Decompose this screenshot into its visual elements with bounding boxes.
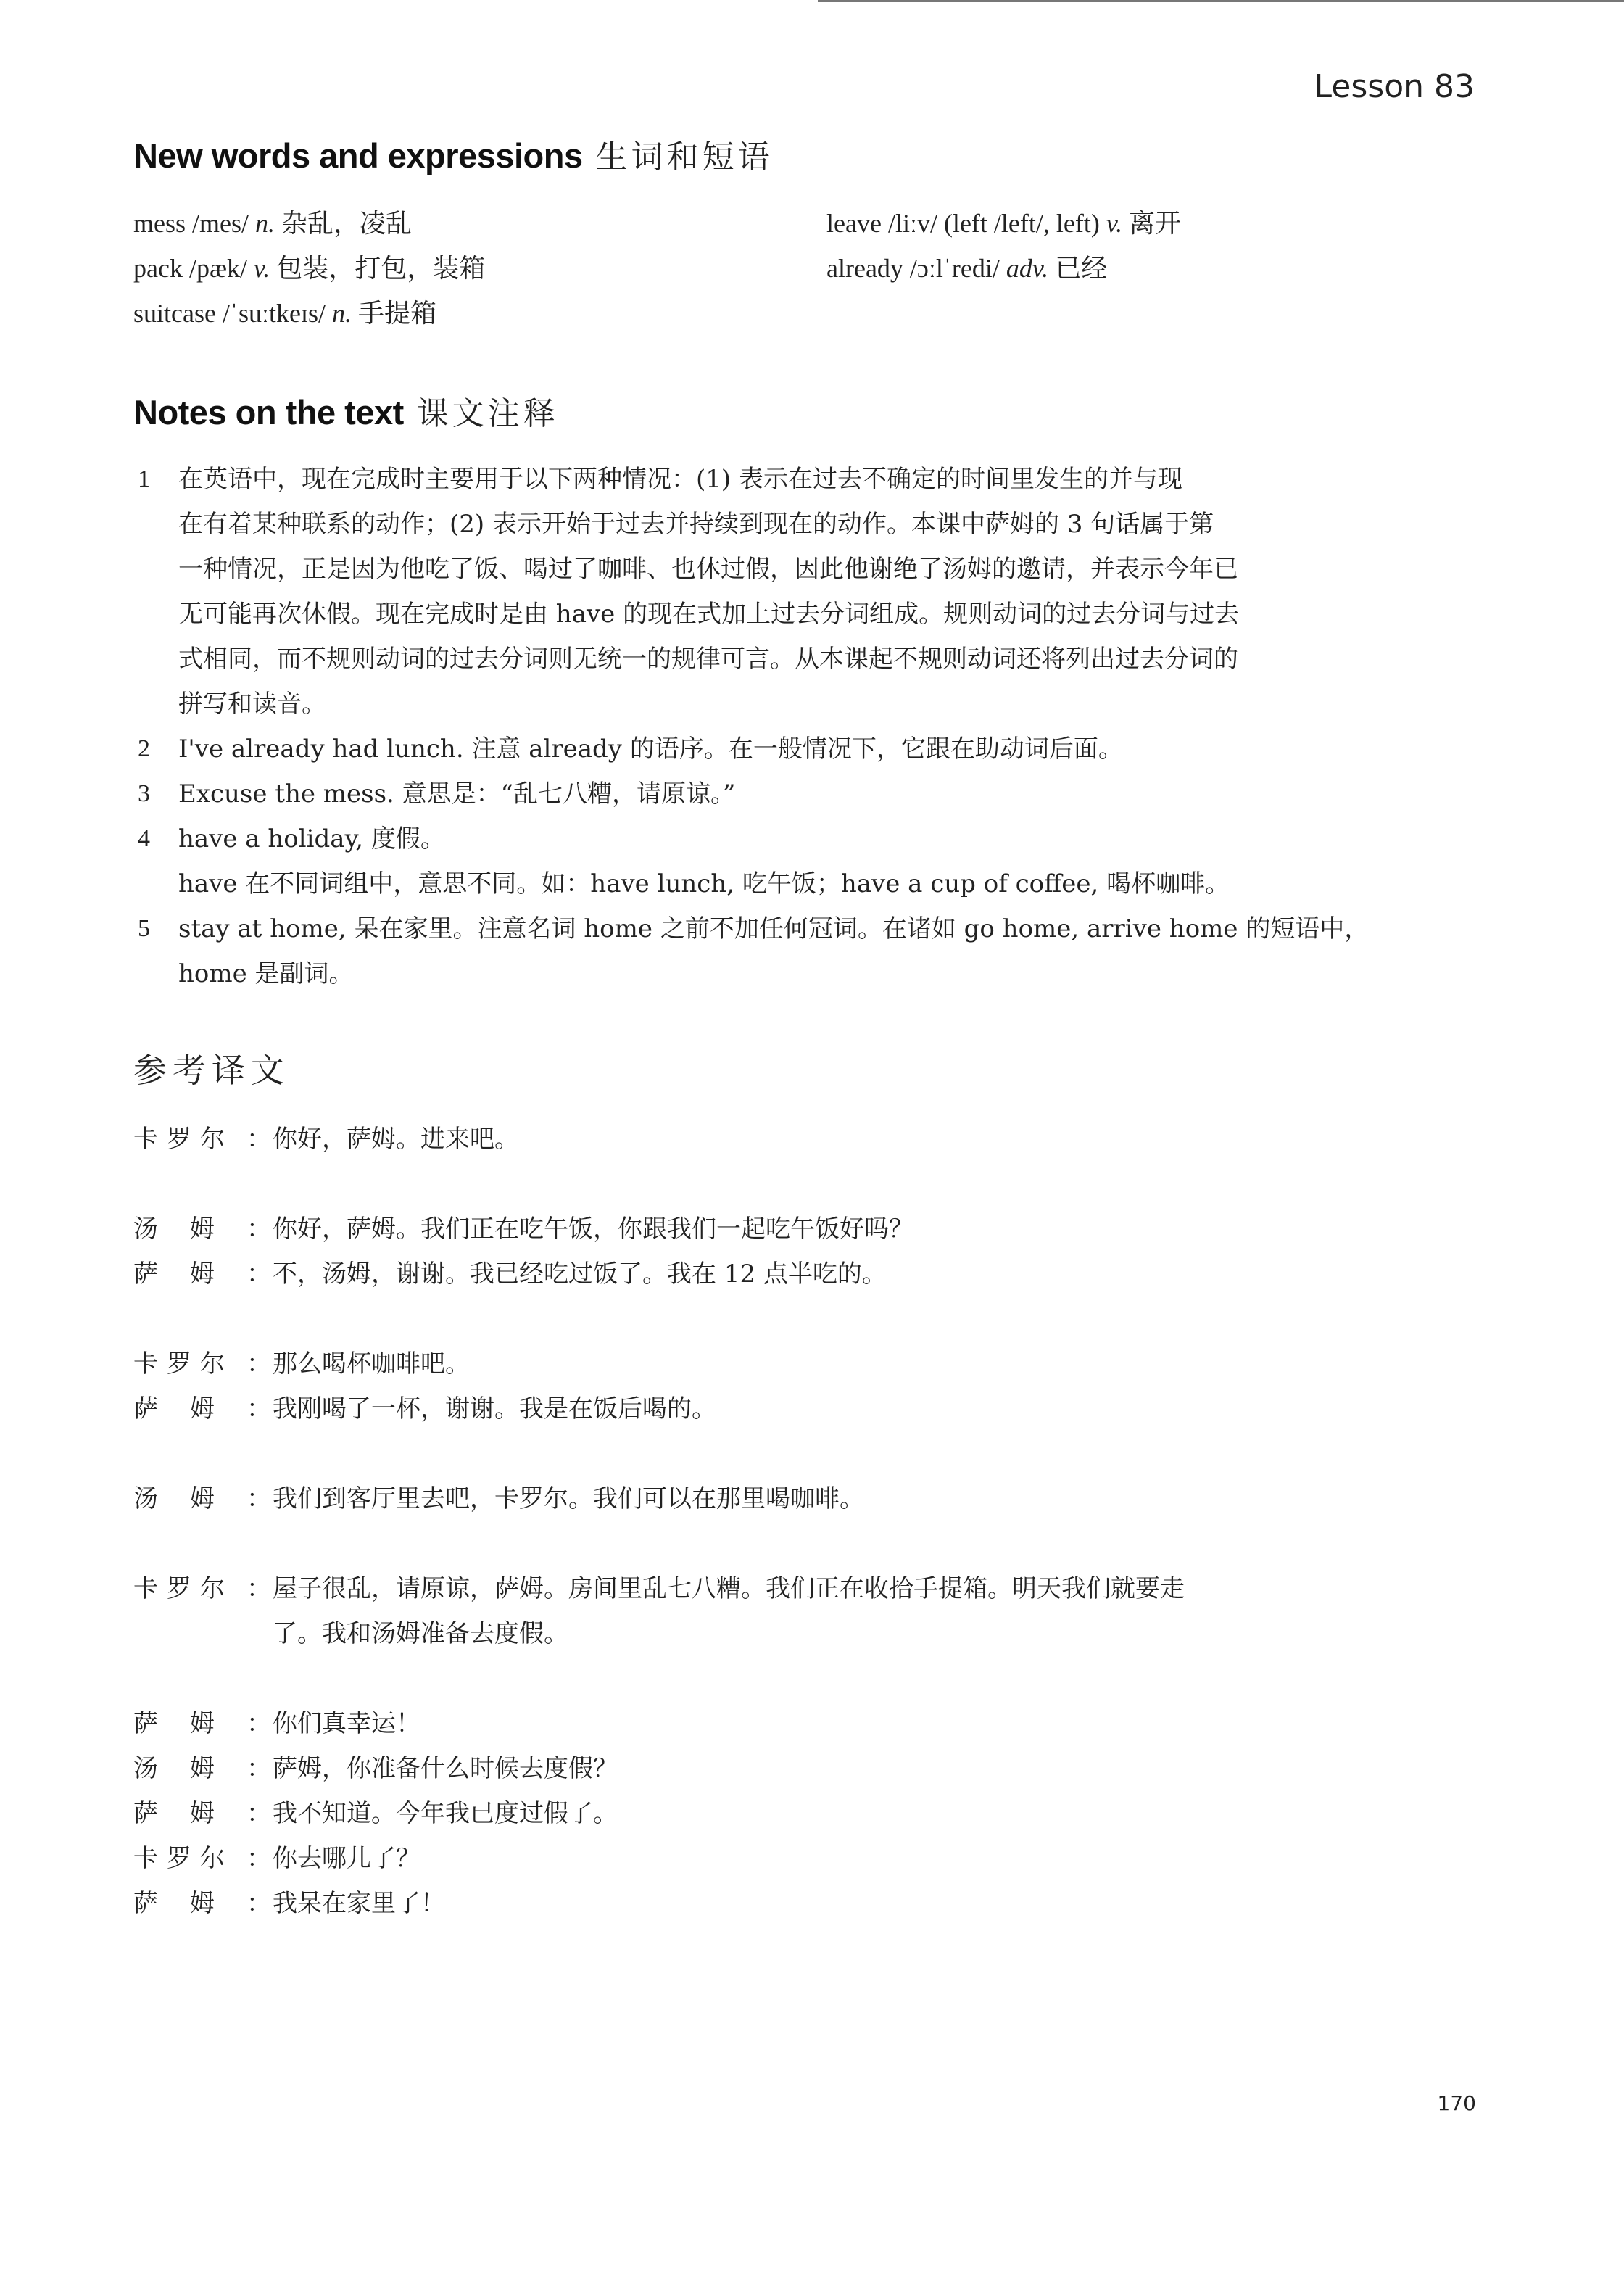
dialogue-text: 你去哪儿了？ bbox=[273, 1844, 420, 1873]
dialogue-text: 我们到客厅里去吧，卡罗尔。我们可以在那里喝咖啡。 bbox=[273, 1484, 864, 1513]
new-words-heading-en: New words and expressions bbox=[133, 136, 583, 175]
lesson-label: Lesson 83 bbox=[1314, 68, 1475, 105]
new-words-heading-zh: 生词和短语 bbox=[595, 138, 774, 175]
speaker-name: 汤 姆 bbox=[133, 1484, 215, 1513]
speaker-colon: ： bbox=[246, 1844, 271, 1873]
vocab-right-column bbox=[826, 201, 1181, 291]
note-item bbox=[138, 906, 1479, 996]
note-item bbox=[138, 727, 1479, 772]
note-text: 在英语中，现在完成时主要用于以下两种情况：(1) 表示在过去不确定的时间里发生的并与现 bbox=[178, 465, 1182, 494]
speaker-colon: ： bbox=[246, 1484, 271, 1513]
note-item bbox=[138, 772, 1479, 816]
notes-list bbox=[138, 457, 1479, 996]
note-text: Excuse the mess. 意思是：“乱七八糟，请原谅。” bbox=[178, 780, 736, 809]
speaker-name: 萨 姆 bbox=[133, 1799, 215, 1828]
dialogue-turn bbox=[133, 1341, 1438, 1386]
note-number: 5 bbox=[138, 915, 150, 942]
note-number: 2 bbox=[138, 735, 150, 762]
dialogue-turn bbox=[133, 1386, 1438, 1431]
translation-heading: 参考译文 bbox=[133, 1051, 290, 1090]
speaker-colon: ： bbox=[246, 1349, 271, 1378]
note-text: 在有着某种联系的动作；(2) 表示开始于过去并持续到现在的动作。本课中萨姆的 3 句话属于第 bbox=[178, 510, 1214, 539]
vocab-left-column bbox=[133, 201, 485, 336]
notes-heading-zh: 课文注释 bbox=[416, 395, 559, 432]
speaker-name: 汤 姆 bbox=[133, 1754, 215, 1783]
speaker-name: 卡 罗 尔 bbox=[133, 1844, 225, 1873]
speaker-colon: ： bbox=[246, 1709, 271, 1738]
dialogue-turn bbox=[133, 1746, 1438, 1791]
note-text: 拼写和读音。 bbox=[178, 690, 326, 719]
speaker-name: 卡 罗 尔 bbox=[133, 1574, 225, 1603]
note-text: 式相同，而不规则动词的过去分词则无统一的规律可言。从本课起不规则动词还将列出过去分词的 bbox=[178, 645, 1238, 674]
dialogue-turn bbox=[133, 1252, 1438, 1297]
note-item bbox=[138, 457, 1479, 727]
speaker-name: 萨 姆 bbox=[133, 1889, 215, 1918]
dialogue-text: 那么喝杯咖啡吧。 bbox=[273, 1349, 470, 1378]
speaker-colon: ： bbox=[246, 1215, 271, 1244]
speaker-name: 卡 罗 尔 bbox=[133, 1349, 225, 1378]
dialogue-text: 你好，萨姆。进来吧。 bbox=[273, 1125, 519, 1154]
dialogue-text: 我不知道。今年我已度过假了。 bbox=[273, 1799, 618, 1828]
dialogue-turn bbox=[133, 1476, 1438, 1521]
dialogue-text: 你好，萨姆。我们正在吃午饭，你跟我们一起吃午饭好吗？ bbox=[273, 1215, 914, 1244]
dialogue-text: 萨姆，你准备什么时候去度假？ bbox=[273, 1754, 618, 1783]
vocab-item: already /ɔːlˈredi/ adv. 已经 bbox=[826, 254, 1108, 283]
vocab-item: mess /mes/ n. 杂乱，凌乱 bbox=[133, 209, 413, 238]
dialogue-turn bbox=[133, 1791, 1438, 1836]
note-text: have a holiday, 度假。 bbox=[178, 824, 445, 853]
notes-heading-en: Notes on the text bbox=[133, 393, 404, 431]
note-text: I've already had lunch. 注意 already 的语序。在一般情况下，它跟在助动词后面。 bbox=[178, 735, 1123, 764]
speaker-colon: ： bbox=[246, 1889, 271, 1918]
new-words-heading bbox=[133, 131, 774, 177]
dialogue-turn bbox=[133, 1836, 1438, 1881]
speaker-colon: ： bbox=[246, 1754, 271, 1783]
dialogue-text: 你们真幸运！ bbox=[273, 1709, 420, 1738]
dialogue-text: 我呆在家里了！ bbox=[273, 1889, 445, 1918]
dialogue-text: 屋子很乱，请原谅，萨姆。房间里乱七八糟。我们正在收拾手提箱。明天我们就要走 了。我和汤姆准备去度假。 bbox=[273, 1574, 1185, 1648]
speaker-name: 萨 姆 bbox=[133, 1394, 215, 1423]
note-text: home 是副词。 bbox=[178, 959, 354, 988]
note-number: 1 bbox=[138, 466, 150, 492]
note-item bbox=[138, 816, 1479, 906]
dialogue-turn bbox=[133, 1701, 1438, 1746]
note-number: 3 bbox=[138, 780, 150, 807]
speaker-name: 汤 姆 bbox=[133, 1215, 215, 1244]
dialogue-text: 不，汤姆，谢谢。我已经吃过饭了。我在 12 点半吃的。 bbox=[273, 1260, 887, 1289]
dialogue-turn bbox=[133, 1566, 1438, 1656]
dialogue bbox=[133, 1117, 1438, 1926]
dialogue-turn bbox=[133, 1881, 1438, 1926]
note-text: have 在不同词组中，意思不同。如：have lunch, 吃午饭；have a cup of coffee, 喝杯咖啡。 bbox=[178, 869, 1230, 898]
vocab-item: leave /liːv/ (left /left/, left) v. 离开 bbox=[826, 209, 1182, 238]
speaker-colon: ： bbox=[246, 1574, 271, 1603]
speaker-colon: ： bbox=[246, 1260, 271, 1289]
note-number: 4 bbox=[138, 825, 150, 852]
note-text: 无可能再次休假。现在完成时是由 have 的现在式加上过去分词组成。规则动词的过去分词与过去 bbox=[178, 600, 1240, 629]
dialogue-text: 我刚喝了一杯，谢谢。我是在饭后喝的。 bbox=[273, 1394, 716, 1423]
vocab-item: suitcase /ˈsuːtkeɪs/ n. 手提箱 bbox=[133, 299, 436, 328]
note-text: stay at home, 呆在家里。注意名词 home 之前不加任何冠词。在诸如 go home, arrive home 的短语中， bbox=[178, 914, 1370, 943]
dialogue-turn bbox=[133, 1117, 1438, 1162]
notes-heading bbox=[133, 387, 559, 434]
speaker-name: 萨 姆 bbox=[133, 1260, 215, 1289]
speaker-colon: ： bbox=[246, 1125, 271, 1154]
speaker-colon: ： bbox=[246, 1394, 271, 1423]
note-text: 一种情况，正是因为他吃了饭、喝过了咖啡、也休过假，因此他谢绝了汤姆的邀请，并表示今年已 bbox=[178, 555, 1238, 584]
vocab-item: pack /pæk/ v. 包装，打包，装箱 bbox=[133, 254, 486, 283]
dialogue-turn bbox=[133, 1207, 1438, 1252]
speaker-name: 萨 姆 bbox=[133, 1709, 215, 1738]
speaker-colon: ： bbox=[246, 1799, 271, 1828]
speaker-name: 卡 罗 尔 bbox=[133, 1125, 225, 1154]
page-number: 170 bbox=[1437, 2091, 1476, 2115]
top-rule bbox=[818, 0, 1624, 2]
